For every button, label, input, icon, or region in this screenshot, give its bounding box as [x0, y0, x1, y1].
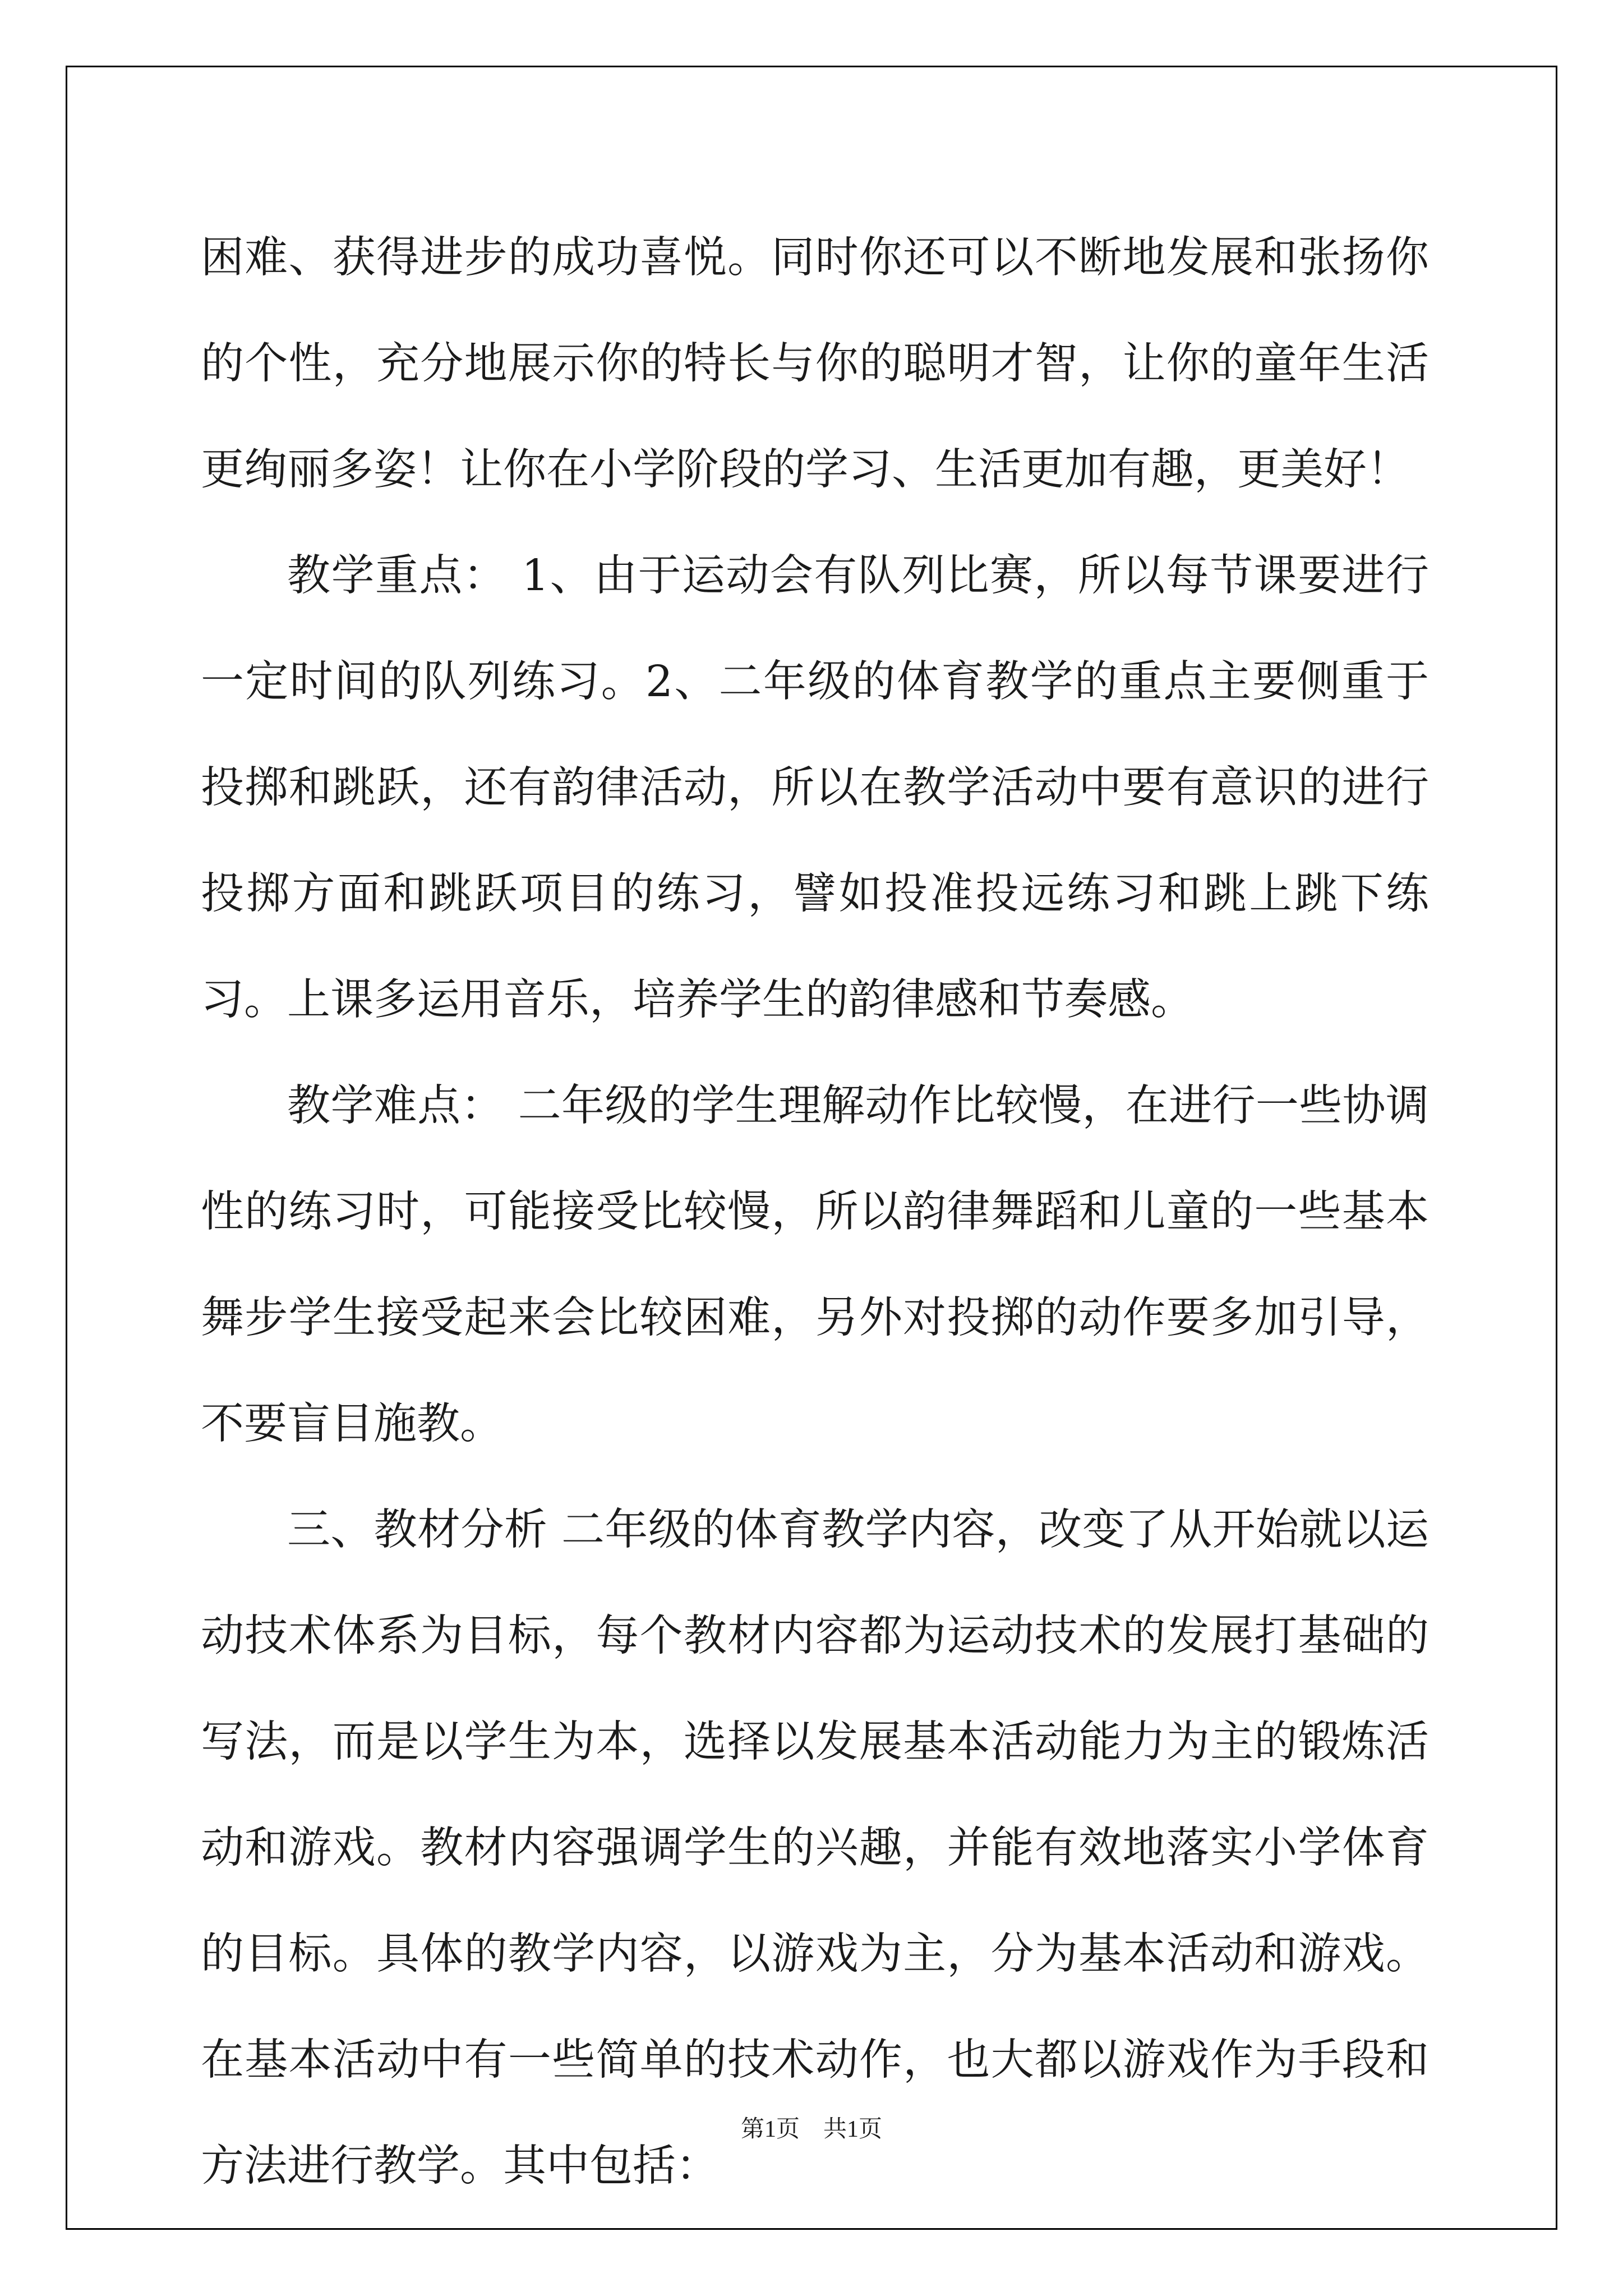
paragraph-teaching-focus: 教学重点： 1、由于运动会有队列比赛，所以每节课要进行一定时间的队列练习。2、二年级的体育教学的重点主要侧重于投掷和跳跃，还有韵律活动，所以在教学活动中要有意识的进行投掷方面和跳跃项目的练习，譬如投准投远练习和跳上跳下练习。上课多运用音乐，培养学生的韵律感和节奏感。: [201, 551, 1429, 1025]
paragraph-material-analysis: 三、教材分析 二年级的体育教学内容，改变了从开始就以运动技术体系为目标，每个教材内容都为运动技术的发展打基础的写法，而是以学生为本，选择以发展基本活动能力为主的锻炼活动和游戏。教材内容强调学生的兴趣，并能有效地落实小学体育的目标。具体的教学内容，以游戏为主，分为基本活动和游戏。在基本活动中有一些简单的技术动作，也大都以游戏作为手段和方法进行教学。其中包括：: [201, 1505, 1429, 2191]
paragraph-teaching-difficulty: 教学难点： 二年级的学生理解动作比较慢，在进行一些协调性的练习时，可能接受比较慢，所以韵律舞蹈和儿童的一些基本舞步学生接受起来会比较困难，另外对投掷的动作要多加引导，不要盲目施教。: [201, 1081, 1429, 1449]
page-footer: 第1页 共1页: [740, 2116, 882, 2142]
paragraph-continuation: 困难、获得进步的成功喜悦。同时你还可以不断地发展和张扬你的个性，充分地展示你的特长与你的聪明才智，让你的童年生活更绚丽多姿！让你在小学阶段的学习、生活更加有趣，更美好！: [201, 233, 1429, 495]
document-body: [201, 205, 1429, 2219]
